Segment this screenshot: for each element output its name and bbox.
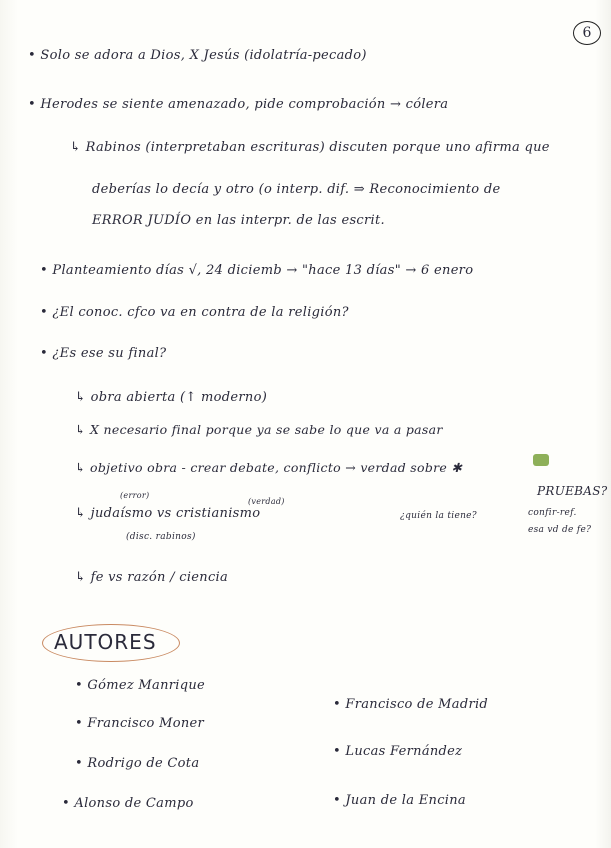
author-right-3: • Juan de la Encina <box>333 793 466 808</box>
note-line-4: deberías lo decía y otro (o interp. dif. ⇒ Reconocimiento de <box>92 182 501 197</box>
note-line-13: ↳ fe vs razón / ciencia <box>75 570 229 585</box>
note-line-12: ↳ judaísmo vs cristianismo <box>75 506 261 521</box>
author-left-3: • Rodrigo de Cota <box>75 756 200 771</box>
author-left-1: • Gómez Manrique <box>75 678 206 693</box>
side-note-pruebas-2: confir-ref. <box>528 508 577 518</box>
side-note-pruebas-3: esa vd de fe? <box>528 525 592 535</box>
note-line-3: ↳ Rabinos (interpretaban escrituras) discuten porque uno afirma que <box>70 140 550 155</box>
note-line-7: • ¿El conoc. cfco va en contra de la religión? <box>40 305 349 320</box>
annotation-error: (error) <box>120 491 150 500</box>
note-line-11b: ¿quién la tiene? <box>400 511 477 521</box>
note-line-6: • Planteamiento días √, 24 diciemb → "hace 13 días" → 6 enero <box>40 263 474 278</box>
page-number: 6 <box>573 21 601 45</box>
note-line-5: ERROR JUDÍO en las interpr. de las escrit. <box>92 213 385 228</box>
side-note-pruebas: PRUEBAS? <box>537 484 608 498</box>
note-line-9: ↳ obra abierta (↑ moderno) <box>75 390 268 405</box>
annotation-verdad: (verdad) <box>248 497 285 506</box>
authors-heading: AUTORES <box>54 630 157 654</box>
green-highlight-mark <box>533 454 549 466</box>
note-line-1: • Solo se adora a Dios, X Jesús (idolatría-pecado) <box>28 48 367 63</box>
note-line-2: • Herodes se siente amenazado, pide comprobación → cólera <box>28 97 449 112</box>
note-line-11: ↳ objetivo obra - crear debate, conflicto → verdad sobre ✱ <box>75 460 463 475</box>
author-left-2: • Francisco Moner <box>75 716 205 731</box>
author-right-1: • Francisco de Madrid <box>333 697 489 712</box>
author-left-4: • Alonso de Campo <box>62 796 194 811</box>
note-line-12-sub: (disc. rabinos) <box>126 532 196 542</box>
note-line-8: • ¿Es ese su final? <box>40 346 167 361</box>
note-line-10: ↳ X necesario final porque ya se sabe lo que va a pasar <box>75 422 443 437</box>
author-right-2: • Lucas Fernández <box>333 744 463 759</box>
